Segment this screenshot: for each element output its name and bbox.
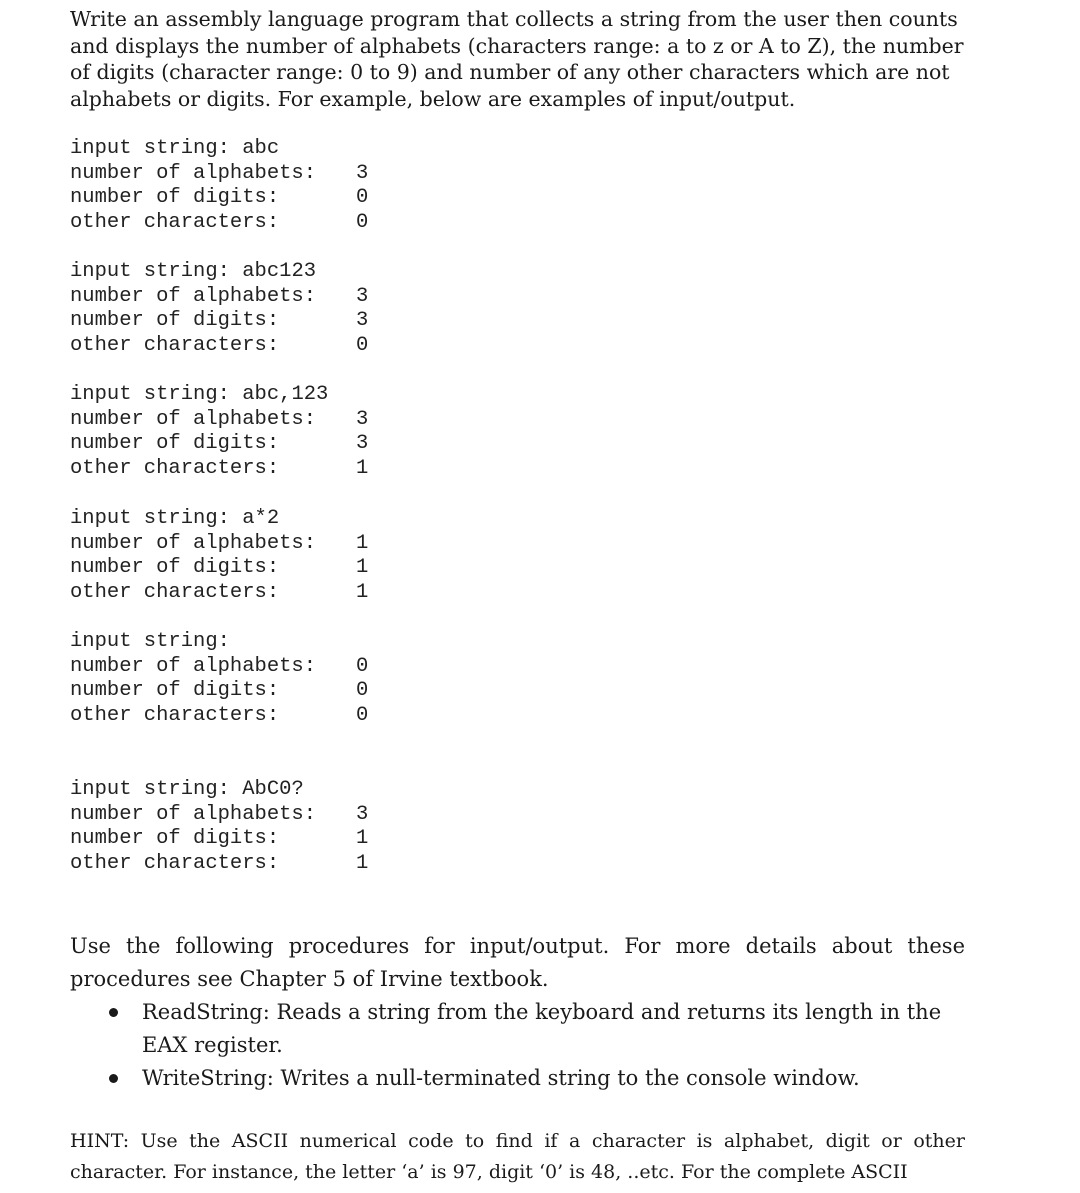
other-label: other characters: <box>70 703 280 727</box>
other-count: 0 <box>356 703 369 727</box>
input-line <box>70 778 390 803</box>
digits-count: 3 <box>356 432 369 456</box>
example-block-4 <box>70 507 390 605</box>
digits-count: 0 <box>356 679 369 703</box>
alphabets-label: number of alphabets: <box>70 161 317 185</box>
alphabets-label: number of alphabets: <box>70 284 317 308</box>
input-value: a*2 <box>242 507 280 530</box>
intro-paragraph: Write an assembly language program that collects a string from the user then counts and displays the number of alphabets (characters range: a to z or A to Z), the number of digits (character range: 0 to 9) and number of any other characters which are not alphabets or digits. For example, below are examples of input/output. <box>70 7 964 111</box>
other-line <box>70 704 390 729</box>
digits-label: number of digits: <box>70 309 280 333</box>
input-line <box>70 630 390 655</box>
digits-line <box>70 432 390 457</box>
input-label: input string: <box>70 778 230 801</box>
input-line <box>70 383 390 408</box>
alphabets-label: number of alphabets: <box>70 802 317 826</box>
input-line <box>70 260 390 285</box>
alphabets-line <box>70 532 390 557</box>
other-label: other characters: <box>70 456 280 480</box>
alphabets-count: 0 <box>356 654 369 678</box>
procedure-text: ReadString: Reads a string from the keyboard and returns its length in the EAX register. <box>142 1000 942 1057</box>
other-line <box>70 334 390 359</box>
example-block-3 <box>70 383 390 481</box>
procedure-item-writestring <box>105 1062 975 1095</box>
example-block-5 <box>70 630 390 728</box>
input-line <box>70 137 390 162</box>
example-block-1 <box>70 137 390 235</box>
input-label: input string: <box>70 507 230 530</box>
digits-count: 1 <box>356 827 369 851</box>
alphabets-label: number of alphabets: <box>70 654 317 678</box>
alphabets-count: 3 <box>356 161 369 185</box>
bullet-icon <box>109 1008 118 1017</box>
other-count: 1 <box>356 580 369 604</box>
alphabets-count: 1 <box>356 531 369 555</box>
procedures-paragraph: Use the following procedures for input/output. For more details about these procedures see Chapter 5 of Irvine textbook. <box>70 934 965 991</box>
digits-label: number of digits: <box>70 186 280 210</box>
digits-count: 3 <box>356 309 369 333</box>
digits-line <box>70 679 390 704</box>
other-count: 1 <box>356 456 369 480</box>
digits-count: 0 <box>356 186 369 210</box>
input-value: abc <box>242 137 280 160</box>
digits-count: 1 <box>356 556 369 580</box>
other-count: 1 <box>356 851 369 875</box>
bullet-icon <box>109 1074 118 1083</box>
alphabets-line <box>70 803 390 828</box>
alphabets-label: number of alphabets: <box>70 407 317 431</box>
other-count: 0 <box>356 333 369 357</box>
procedure-list <box>105 996 975 1095</box>
other-line <box>70 211 390 236</box>
input-value: abc,123 <box>242 383 329 406</box>
example-block-2 <box>70 260 390 358</box>
digits-line <box>70 186 390 211</box>
input-label: input string: <box>70 137 230 160</box>
input-label: input string: <box>70 260 230 283</box>
procedure-item-readstring <box>105 996 975 1062</box>
other-count: 0 <box>356 210 369 234</box>
input-line <box>70 507 390 532</box>
digits-label: number of digits: <box>70 679 280 703</box>
alphabets-line <box>70 408 390 433</box>
input-value: abc123 <box>242 260 317 283</box>
input-label: input string: <box>70 630 230 653</box>
input-value: AbC0? <box>242 778 304 801</box>
other-label: other characters: <box>70 333 280 357</box>
example-block-6 <box>70 778 390 876</box>
alphabets-count: 3 <box>356 802 369 826</box>
digits-line <box>70 827 390 852</box>
alphabets-label: number of alphabets: <box>70 531 317 555</box>
other-line <box>70 852 390 877</box>
other-label: other characters: <box>70 210 280 234</box>
procedure-text: WriteString: Writes a null-terminated string to the console window. <box>142 1066 860 1090</box>
alphabets-line <box>70 285 390 310</box>
digits-line <box>70 309 390 334</box>
other-label: other characters: <box>70 851 280 875</box>
alphabets-count: 3 <box>356 284 369 308</box>
digits-line <box>70 556 390 581</box>
alphabets-count: 3 <box>356 407 369 431</box>
alphabets-line <box>70 655 390 680</box>
other-line <box>70 581 390 606</box>
digits-label: number of digits: <box>70 827 280 851</box>
other-line <box>70 457 390 482</box>
digits-label: number of digits: <box>70 432 280 456</box>
alphabets-line <box>70 162 390 187</box>
input-label: input string: <box>70 383 230 406</box>
other-label: other characters: <box>70 580 280 604</box>
digits-label: number of digits: <box>70 556 280 580</box>
hint-paragraph: HINT: Use the ASCII numerical code to find if a character is alphabet, digit or other character. For instance, the letter ‘a’ is 97, digit ‘0’ is 48, ..etc. For the complete ASCII <box>70 1130 965 1183</box>
